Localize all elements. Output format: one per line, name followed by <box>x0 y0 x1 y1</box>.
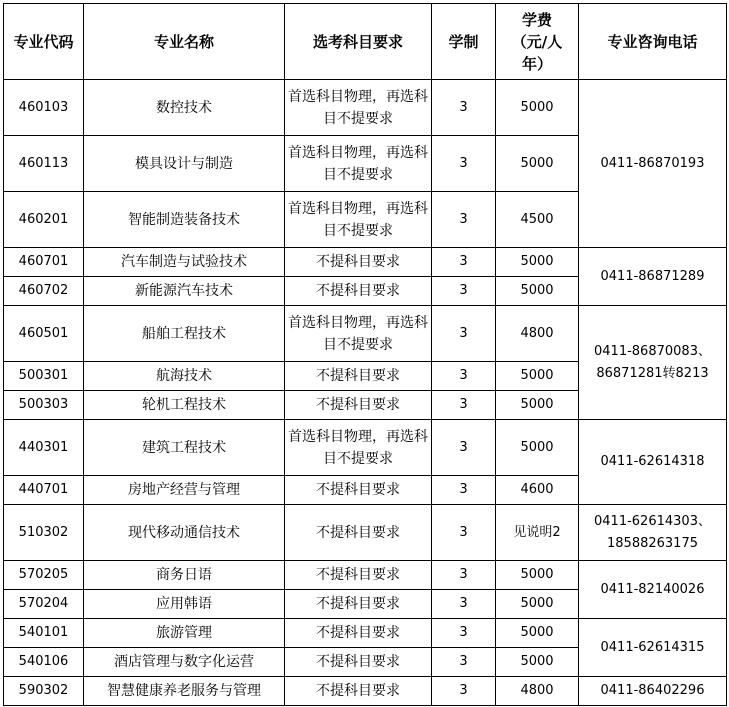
consult-phone: 0411-82140026 <box>579 561 727 619</box>
major-code: 460113 <box>4 136 84 192</box>
major-code: 440301 <box>4 420 84 476</box>
study-years: 3 <box>432 677 496 706</box>
tuition-fee: 4800 <box>496 677 579 706</box>
major-name: 酒店管理与数字化运营 <box>84 648 285 677</box>
subject-requirement: 不提科目要求 <box>285 505 432 561</box>
table-row <box>4 561 727 590</box>
major-name: 汽车制造与试验技术 <box>84 248 285 277</box>
major-code: 500303 <box>4 391 84 420</box>
subject-requirement <box>285 420 432 476</box>
tuition-fee: 5000 <box>496 420 579 476</box>
study-years: 3 <box>432 277 496 306</box>
subject-requirement <box>285 192 432 248</box>
subject-requirement: 不提科目要求 <box>285 677 432 706</box>
study-years: 3 <box>432 192 496 248</box>
major-name: 应用韩语 <box>84 590 285 619</box>
table-row <box>4 248 727 277</box>
subject-requirement <box>285 306 432 362</box>
consult-phone: 0411-62614315 <box>579 619 727 677</box>
subject-requirement-text: 首选科目物理，再选科目不提要求 <box>288 144 428 183</box>
subject-requirement: 不提科目要求 <box>285 648 432 677</box>
major-name: 船舶工程技术 <box>84 306 285 362</box>
subject-requirement: 不提科目要求 <box>285 362 432 391</box>
table-row <box>4 619 727 648</box>
study-years: 3 <box>432 420 496 476</box>
header-fee <box>496 4 579 80</box>
major-name: 新能源汽车技术 <box>84 277 285 306</box>
tuition-fee: 5000 <box>496 277 579 306</box>
tuition-fee: 见说明2 <box>496 505 579 561</box>
study-years: 3 <box>432 590 496 619</box>
major-name: 数控技术 <box>84 80 285 136</box>
subject-requirement: 不提科目要求 <box>285 561 432 590</box>
tuition-fee: 5000 <box>496 648 579 677</box>
header-phone: 专业咨询电话 <box>579 4 727 80</box>
major-code: 460103 <box>4 80 84 136</box>
major-code: 540106 <box>4 648 84 677</box>
major-name: 智慧健康养老服务与管理 <box>84 677 285 706</box>
header-row <box>4 4 727 80</box>
majors-table <box>3 3 727 706</box>
header-code: 专业代码 <box>4 4 84 80</box>
study-years: 3 <box>432 136 496 192</box>
tuition-fee: 5000 <box>496 248 579 277</box>
subject-requirement: 不提科目要求 <box>285 619 432 648</box>
subject-requirement-text: 首选科目物理，再选科目不提要求 <box>288 428 428 467</box>
major-name: 房地产经营与管理 <box>84 476 285 505</box>
major-name: 智能制造装备技术 <box>84 192 285 248</box>
header-name: 专业名称 <box>84 4 285 80</box>
table-row <box>4 420 727 476</box>
consult-phone <box>579 306 727 420</box>
table-row <box>4 306 727 362</box>
tuition-fee: 4800 <box>496 306 579 362</box>
subject-requirement: 不提科目要求 <box>285 590 432 619</box>
major-name: 轮机工程技术 <box>84 391 285 420</box>
study-years: 3 <box>432 505 496 561</box>
tuition-fee: 5000 <box>496 590 579 619</box>
subject-requirement-text: 首选科目物理，再选科目不提要求 <box>288 200 428 239</box>
major-code: 540101 <box>4 619 84 648</box>
major-code: 510302 <box>4 505 84 561</box>
study-years: 3 <box>432 648 496 677</box>
subject-requirement: 不提科目要求 <box>285 476 432 505</box>
study-years: 3 <box>432 248 496 277</box>
major-code: 460702 <box>4 277 84 306</box>
study-years: 3 <box>432 391 496 420</box>
subject-requirement <box>285 80 432 136</box>
subject-requirement: 不提科目要求 <box>285 391 432 420</box>
header-years: 学制 <box>432 4 496 80</box>
study-years: 3 <box>432 561 496 590</box>
consult-phone-text: 0411-62614303、18588263175 <box>594 513 711 551</box>
consult-phone-text: 0411-86870083、86871281转8213 <box>594 343 711 381</box>
study-years: 3 <box>432 306 496 362</box>
tuition-fee: 4600 <box>496 476 579 505</box>
subject-requirement-text: 首选科目物理，再选科目不提要求 <box>288 314 428 353</box>
major-code: 570205 <box>4 561 84 590</box>
major-name: 航海技术 <box>84 362 285 391</box>
major-code: 460501 <box>4 306 84 362</box>
tuition-fee: 5000 <box>496 80 579 136</box>
tuition-fee: 5000 <box>496 391 579 420</box>
consult-phone: 0411-86870193 <box>579 80 727 248</box>
major-code: 440701 <box>4 476 84 505</box>
major-code: 460701 <box>4 248 84 277</box>
major-code: 500301 <box>4 362 84 391</box>
tuition-fee: 5000 <box>496 561 579 590</box>
consult-phone: 0411-62614318 <box>579 420 727 505</box>
major-name: 旅游管理 <box>84 619 285 648</box>
major-code: 570204 <box>4 590 84 619</box>
major-code: 590302 <box>4 677 84 706</box>
subject-requirement: 不提科目要求 <box>285 277 432 306</box>
major-code: 460201 <box>4 192 84 248</box>
table-row <box>4 677 727 706</box>
table-row <box>4 505 727 561</box>
header-requirement: 选考科目要求 <box>285 4 432 80</box>
consult-phone: 0411-86402296 <box>579 677 727 706</box>
tuition-fee: 5000 <box>496 619 579 648</box>
major-name: 现代移动通信技术 <box>84 505 285 561</box>
consult-phone: 0411-86871289 <box>579 248 727 306</box>
major-name: 模具设计与制造 <box>84 136 285 192</box>
tuition-fee: 5000 <box>496 362 579 391</box>
subject-requirement: 不提科目要求 <box>285 248 432 277</box>
subject-requirement <box>285 136 432 192</box>
study-years: 3 <box>432 476 496 505</box>
header-fee-label: 学费（元/人年） <box>511 10 563 73</box>
study-years: 3 <box>432 80 496 136</box>
tuition-fee: 4500 <box>496 192 579 248</box>
tuition-fee: 5000 <box>496 136 579 192</box>
major-name: 商务日语 <box>84 561 285 590</box>
major-name: 建筑工程技术 <box>84 420 285 476</box>
table-row <box>4 80 727 136</box>
study-years: 3 <box>432 362 496 391</box>
consult-phone <box>579 505 727 561</box>
study-years: 3 <box>432 619 496 648</box>
subject-requirement-text: 首选科目物理，再选科目不提要求 <box>288 88 428 127</box>
